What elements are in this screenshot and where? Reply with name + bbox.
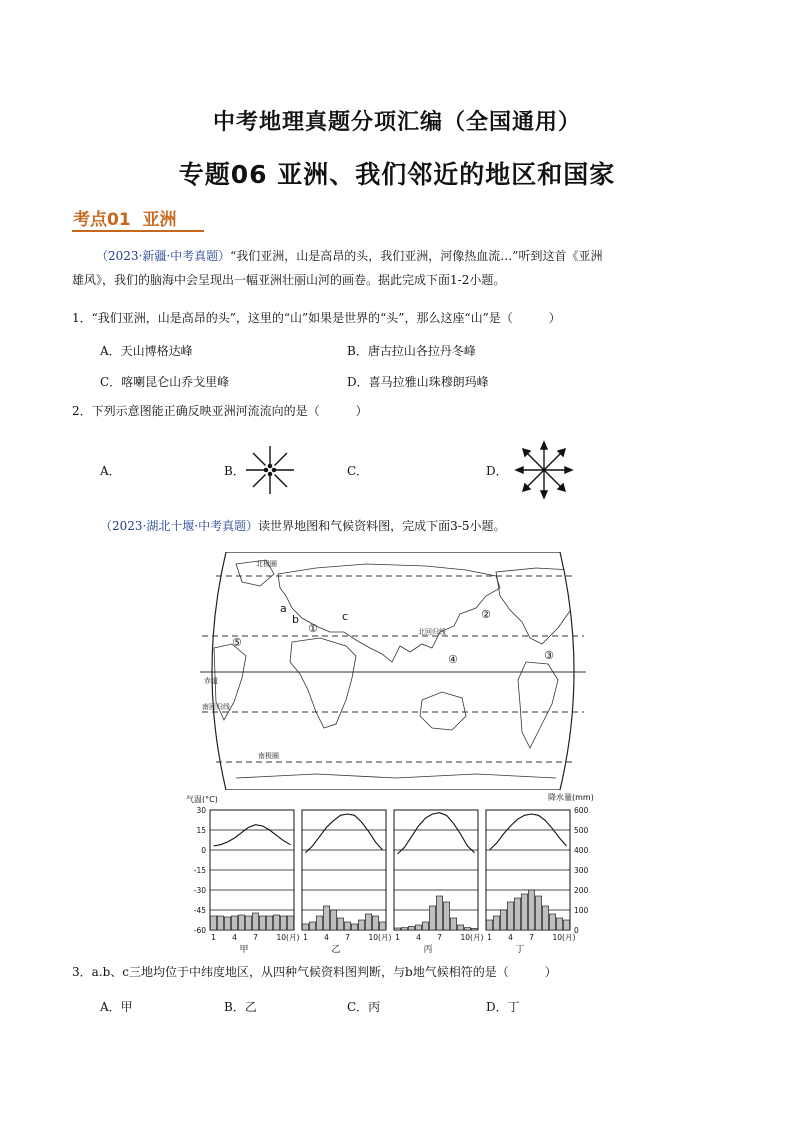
question-3-option-b[interactable]: B．乙 [224,1000,257,1014]
precipitation-tick-label: 100 [574,906,589,915]
equator-label: 赤道 [204,677,218,685]
question-2-option-c[interactable]: C． [347,464,369,478]
passage-1-line2: 雄风》，我们的脑海中会呈现出一幅亚洲壮丽山河的画卷。据此完成下面1-2小题。 [72,273,506,287]
precipitation-bar [542,906,548,930]
precipitation-bar [457,925,463,930]
precipitation-bar [486,920,492,930]
precipitation-bar [217,916,223,930]
precipitation-tick-label: 400 [574,846,589,855]
temperature-tick-label: -60 [193,926,206,935]
precipitation-bar [394,928,400,930]
precipitation-bar [316,916,322,930]
month-tick-label: 7 [437,933,442,942]
precipitation-bar [259,916,265,930]
marker-2: ② [481,608,491,621]
precipitation-bar [309,922,315,930]
question-1-option-d[interactable]: D．喜马拉雅山珠穆朗玛峰 [347,375,489,389]
inward-arrows-diagram [244,444,296,496]
precipitation-bar [535,896,541,930]
precipitation-bar [302,924,308,930]
month-tick-label: 1 [487,933,492,942]
passage-2 [72,514,752,538]
document-title: 中考地理真题分项汇编（全国通用） [212,110,581,135]
marker-a: a [280,602,287,615]
question-3-option-a[interactable]: A．甲 [100,1000,133,1014]
precipitation-bar [521,894,527,930]
temperature-axis-label: 气温(°C) [186,795,218,804]
outward-arrows-diagram [514,440,574,500]
document-subtitle: 专题06 亚洲、我们邻近的地区和国家 [178,160,616,189]
precipitation-bar [493,916,499,930]
marker-c: c [342,610,349,623]
precipitation-bar [379,922,385,930]
question-1-option-c[interactable]: C．喀喇昆仑山乔戈里峰 [100,375,230,389]
precipitation-bar [287,916,293,930]
passage-1 [72,244,732,292]
precipitation-bar [330,910,336,930]
precipitation-bar [344,922,350,930]
precipitation-bar [450,918,456,930]
marker-5: ⑤ [232,636,242,649]
precipitation-bar [408,926,414,930]
passage-1-line1: “我们亚洲，山是高昂的头，我们亚洲，河像热血流…”听到这首《亚洲 [230,249,603,263]
climate-panel-name: 乙 [331,945,341,955]
temperature-tick-label: 30 [196,806,206,815]
month-tick-label: 7 [345,933,350,942]
precipitation-bar [266,916,272,930]
precipitation-tick-label: 0 [574,926,579,935]
precipitation-tick-label: 200 [574,886,589,895]
precipitation-bar [351,924,357,930]
passage-1-source: （2023·新疆·中考真题） [96,249,231,263]
precipitation-bar [556,918,562,930]
temperature-tick-label: 0 [201,846,206,855]
climate-panel-name: 甲 [239,945,249,955]
month-tick-label: 7 [529,933,534,942]
climate-charts [180,790,600,960]
question-2-option-b[interactable]: B． [224,464,245,478]
precipitation-bar [273,915,279,930]
precipitation-tick-label: 300 [574,866,589,875]
arctic-circle-label: 北极圈 [256,560,277,568]
precipitation-bar [429,906,435,930]
month-tick-label: 4 [232,933,237,942]
precipitation-bar [231,916,237,930]
tropic-of-cancer-label: 北回归线 [418,628,446,636]
precipitation-bar [500,910,506,930]
precipitation-bar [422,922,428,930]
marker-1: ① [308,622,318,635]
precipitation-bar [280,916,286,930]
month-tick-label: 10(月) [368,933,392,942]
precipitation-bar [471,928,477,930]
precipitation-axis-label: 降水量(mm) [548,793,594,802]
month-tick-label: 1 [303,933,308,942]
precipitation-bar [210,916,216,930]
month-tick-label: 1 [211,933,216,942]
precipitation-tick-label: 500 [574,826,589,835]
precipitation-bar [365,914,371,930]
month-tick-label: 10(月) [276,933,300,942]
precipitation-bar [358,920,364,930]
climate-panel-name: 丙 [423,945,433,955]
question-2-option-a[interactable]: A． [100,464,121,478]
precipitation-bar [436,896,442,930]
precipitation-bar [443,902,449,930]
month-tick-label: 4 [416,933,421,942]
question-1-stem: 1．“我们亚洲，山是高昂的头”，这里的“山”如果是世界的“头”，那么这座“山”是（ ） [72,311,561,325]
marker-b: b [292,613,299,626]
section-heading: 考点01 亚洲 [73,210,177,230]
passage-2-text: 读世界地图和气候资料图，完成下面3-5小题。 [258,519,506,533]
precipitation-bar [224,917,230,930]
month-tick-label: 4 [508,933,513,942]
precipitation-bar [337,918,343,930]
precipitation-tick-label: 600 [574,806,589,815]
question-2-stem: 2．下列示意图能正确反映亚洲河流流向的是（ ） [72,404,368,418]
temperature-tick-label: -30 [193,886,206,895]
world-map [196,552,590,790]
precipitation-bar [372,916,378,930]
month-tick-label: 10(月) [552,933,576,942]
question-3-stem: 3．a.b、c三地均位于中纬度地区，从四种气候资料图判断，与b地气候相符的是（ ） [72,965,557,979]
precipitation-bar [507,902,513,930]
temperature-tick-label: -45 [193,906,206,915]
marker-4: ④ [448,653,458,666]
temperature-tick-label: -15 [193,866,206,875]
precipitation-bar [245,916,251,930]
precipitation-bar [464,928,470,930]
precipitation-bar [238,915,244,930]
climate-panel-name: 丁 [515,945,525,955]
precipitation-bar [563,920,569,930]
question-2-option-d[interactable]: D． [486,464,508,478]
precipitation-bar [401,928,407,930]
precipitation-bar [323,906,329,930]
month-tick-label: 7 [253,933,258,942]
month-tick-label: 1 [395,933,400,942]
antarctic-circle-label: 南极圈 [258,752,279,760]
month-tick-label: 4 [324,933,329,942]
marker-3: ③ [544,649,554,662]
precipitation-bar [252,913,258,930]
precipitation-bar [528,890,534,930]
question-1-option-b[interactable]: B．唐古拉山各拉丹冬峰 [347,344,476,358]
precipitation-bar [549,914,555,930]
precipitation-bar [514,898,520,930]
precipitation-bar [415,925,421,930]
section-underline [72,230,204,232]
tropic-of-capricorn-label: 南回归线 [202,703,230,711]
temperature-tick-label: 15 [196,826,206,835]
question-3-option-c[interactable]: C．丙 [347,1000,381,1014]
question-1-option-a[interactable]: A．天山博格达峰 [100,344,193,358]
passage-2-source: （2023·湖北十堰·中考真题） [100,519,259,533]
question-3-option-d[interactable]: D．丁 [486,1000,520,1014]
month-tick-label: 10(月) [460,933,484,942]
